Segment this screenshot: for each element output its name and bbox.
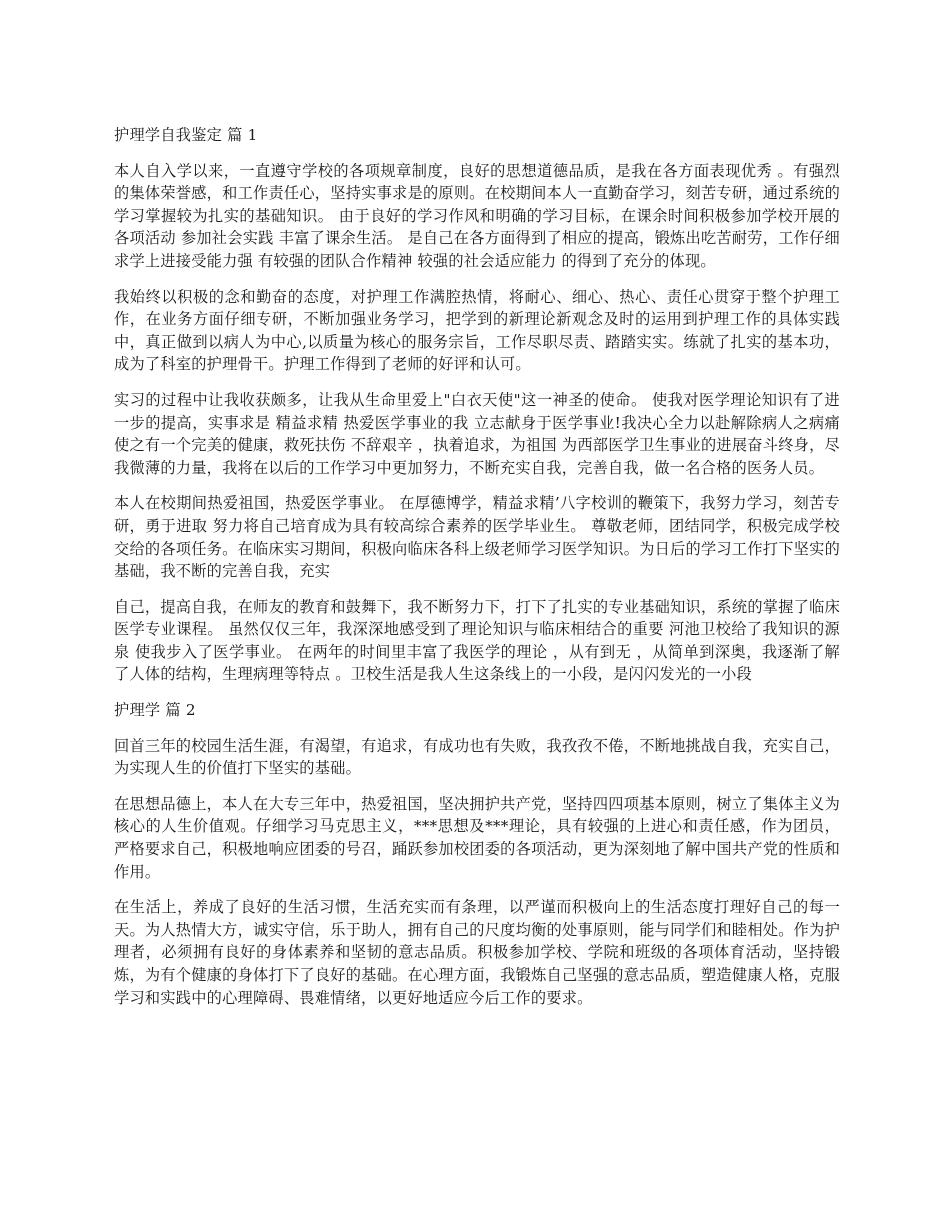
document-page	[114, 124, 840, 1022]
paragraph: 在思想品德上，本人在大专三年中，热爱祖国，坚决拥护共产党，坚持四四项基本原则，树立了集体主义为核心的人生价值观。仔细学习马克思主义，***思想及***理论，具有较强的上进心和责任感，作为团员，严格要求自己，积极地响应团委的号召，踊跃参加校团委的各项活动，更为深刻地了解中国共产党的性质和作用。	[114, 794, 840, 881]
paragraph: 在生活上，养成了良好的生活习惯，生活充实而有条理，以严谨而积极向上的生活态度打理好自己的每一天。为人热情大方，诚实守信，乐于助人，拥有自己的尺度均衡的处事原则，能与同学们和睦相处。作为护理者，必须拥有良好的身体素养和坚韧的意志品质。积极参加学校、学院和班级的各项体育活动，坚持锻炼，为有个健康的身体打下了良好的基础。在心理方面，我锻炼自己坚强的意志品质，塑造健康人格，克服学习和实践中的心理障碍、畏难情绪，以更好地适应今后工作的要求。	[114, 898, 840, 1007]
paragraph: 本人在校期间热爱祖国，热爱医学事业。 在厚德博学，精益求精’八字校训的鞭策下，我努力学习，刻苦专研，勇于进取 努力将自己培育成为具有较高综合素养的医学毕业生。 尊敬老师，团结同学，积极完成学校交给的各项任务。在临床实习期间，积极向临床各科上级老师学习医学知识。为日后的学习工作打下坚实的基础，我不断的完善自我，充实	[114, 494, 840, 581]
paragraph: 自己，提高自我，在师友的教育和鼓舞下，我不断努力下，打下了扎实的专业基础知识，系统的掌握了临床医学专业课程。 虽然仅仅三年，我深深地感受到了理论知识与临床相结合的重要 河池卫校给了我知识的源泉 使我步入了医学事业。 在两年的时间里丰富了我医学的理论 ，从有到无 ，从简单到深奥，我逐渐了解了人体的结构，生理病理等特点 。卫校生活是我人生这条线上的一小段，是闪闪发光的一小段	[114, 597, 840, 684]
section-heading: 护理学 篇 2	[114, 701, 196, 720]
section-heading: 护理学自我鉴定 篇 1	[114, 126, 258, 144]
paragraph: 我始终以积极的念和勤奋的态度，对护理工作满腔热情，将耐心、细心、热心、责任心贯穿于整个护理工作，在业务方面仔细专研，不断加强业务学习，把学到的新理论新观念及时的运用到护理工作的具体实践中，真正做到以病人为中心,以质量为核心的服务宗旨，工作尽职尽责、踏踏实实。练就了扎实的基本功，成为了科室的护理骨干。护理工作得到了老师的好评和认可。	[114, 287, 840, 374]
section-2	[114, 699, 840, 1009]
paragraph: 回首三年的校园生活生涯，有渴望，有追求，有成功也有失败，我孜孜不倦，不断地挑战自我，充实自己，为实现人生的价值打下坚实的基础。	[114, 736, 840, 778]
section-1	[114, 124, 840, 686]
paragraph: 实习的过程中让我收获颇多，让我从生命里爱上"白衣天使"这一神圣的使命。 使我对医学理论知识有了进一步的提高，实事求是 精益求精 热爱医学事业的我 立志献身于医学事业!我决心全力以赴解除病人之病痛 使之有一个完美的健康，救死扶伤 不辞艰辛 ，执着追求，为祖国 为西部医学卫生事业的进展奋斗终身，尽我微薄的力量，我将在以后的工作学习中更加努力，不断充实自我，完善自我，做一名合格的医务人员。	[114, 390, 840, 477]
paragraph: 本人自入学以来，一直遵守学校的各项规章制度，良好的思想道德品质，是我在各方面表现优秀 。有强烈的集体荣誉感，和工作责任心，坚持实事求是的原则。在校期间本人一直勤奋学习，刻苦专研，通过系统的学习掌握较为扎实的基础知识。 由于良好的学习作风和明确的学习目标，在课余时间积极参加学校开展的各项活动 参加社会实践 丰富了课余生活。 是自己在各方面得到了相应的提高，锻炼出吃苦耐劳，工作仔细 求学上进接受能力强 有较强的团队合作精神 较强的社会适应能力 的得到了充分的体现。	[114, 161, 840, 270]
